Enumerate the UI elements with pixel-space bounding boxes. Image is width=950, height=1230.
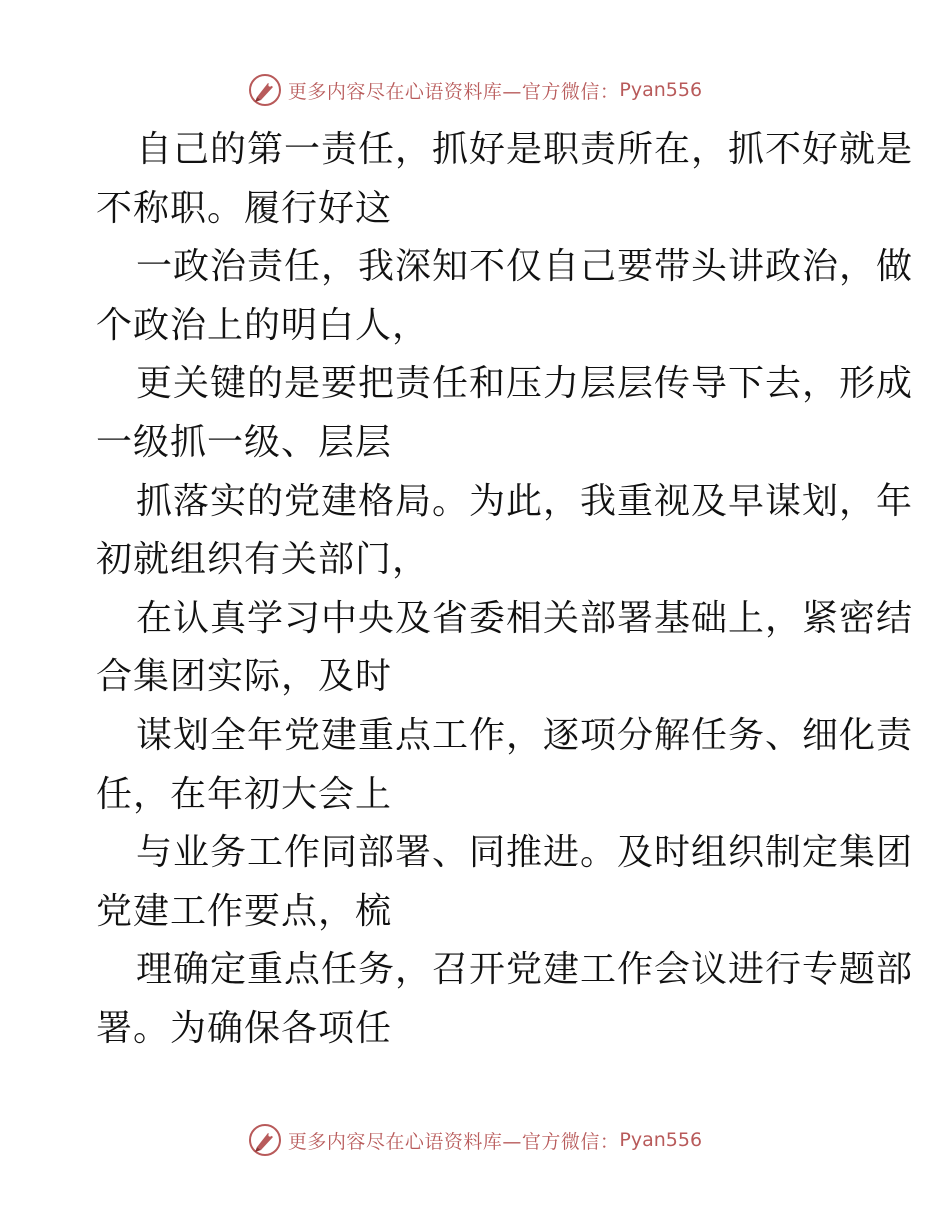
paragraph-line: 一级抓一级、层层 [96,421,393,463]
paragraph-line: 与业务工作同部署、同推进。及时组织制定集团 [136,832,914,874]
paragraph-line: 在认真学习中央及省委相关部署基础上，紧密结 [136,597,914,639]
paragraph-line: 个政治上的明白人， [96,304,430,346]
header-watermark [0,70,950,110]
paragraph-line: 初就组织有关部门， [96,539,430,581]
watermark-text: 更多内容尽在心语资料库—官方微信： [287,1130,620,1153]
paragraph-line: 党建工作要点，梳 [96,890,393,932]
paragraph-line: 一政治责任，我深知不仅自己要带头讲政治，做 [136,246,914,288]
watermark-text: 更多内容尽在心语资料库—官方微信： [287,80,620,103]
watermark-wechat-id: Pyan556 [619,1129,703,1151]
paragraph-line: 不称职。履行好这 [96,187,393,229]
paragraph-line: 更关键的是要把责任和压力层层传导下去，形成 [136,363,914,405]
footer-watermark [0,1120,950,1160]
paragraph-line: 谋划全年党建重点工作，逐项分解任务、细化责 [136,714,914,756]
paragraph-line: 理确定重点任务，召开党建工作会议进行专题部 [136,949,914,991]
paragraph-line: 任，在年初大会上 [96,773,393,815]
pen-nib-logo-icon [248,73,282,107]
paragraph-line: 署。为确保各项任 [96,1007,393,1049]
paragraph-line: 合集团实际，及时 [96,656,393,698]
pen-nib-logo-icon [248,1123,282,1157]
document-body [96,121,914,1059]
paragraph-line: 抓落实的党建格局。为此，我重视及早谋划，年 [136,480,914,522]
paragraph-line: 自己的第一责任，抓好是职责所在，抓不好就是 [136,129,914,170]
watermark-wechat-id: Pyan556 [619,79,703,101]
